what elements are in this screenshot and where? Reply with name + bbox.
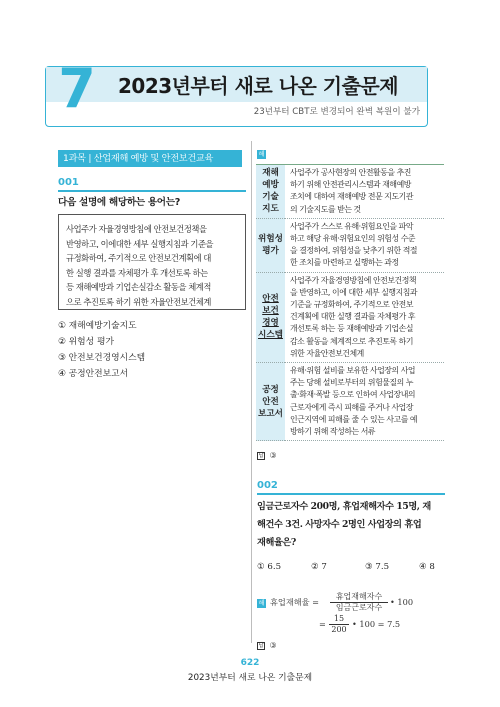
formula-lhs: 휴업재해율 = <box>270 597 320 607</box>
answer-icon: 답 <box>258 642 264 649</box>
question-divider <box>58 190 246 192</box>
answer-icon: 답 <box>258 452 264 459</box>
fraction-denominator: 임금근로자수 <box>335 603 383 612</box>
option-4: ④ 공정안전보고서 <box>58 369 129 379</box>
answer-value: ③ <box>269 641 277 650</box>
formula-equals: = <box>319 619 326 629</box>
passage-line: 사업주가 자율경영방침에 안전보건정책을 <box>66 224 207 234</box>
passage-line: 으로 추진토록 하기 위한 자율안전보건체계 <box>66 296 211 307</box>
description-cell: 사업주가 공사현장의 안전활동을 추진 하기 위해 안전관리시스템과 재해예방 조치에 대하여 재해예방 전문 지도기관 의 기술지도를 받는 것 <box>285 165 444 219</box>
description-cell: 유해·위험 설비를 보유한 사업장의 사업 주는 당해 설비로부터의 위험물질의 누 출·화재·폭발 등으로 인하여 사업장내의 근로자에게 즉시 피해를 주거나 사업장 인근지역에 피해를 줄 수 있는 사고를 예 방하기 위해 작성하는 서류 <box>285 363 444 441</box>
fraction-numerator: 휴업재해자수 <box>330 592 388 603</box>
term-cell-highlighted: 안전 보건 경영 시스템 <box>256 272 285 362</box>
table-row <box>256 165 444 219</box>
fraction-denominator: 200 <box>331 625 347 634</box>
option-1: ① 재해예방기술지도 <box>58 321 137 331</box>
option-2: ② 7 <box>311 562 327 572</box>
passage-line: 등 재해예방과 기업손실감소 활동을 체계적 <box>66 282 211 292</box>
option-2: ② 위험성 평가 <box>58 337 114 347</box>
question-001-text: 다음 설명에 해당하는 용어는? <box>58 197 180 208</box>
answer-001 <box>257 450 277 461</box>
question-number-002: 002 <box>257 480 278 491</box>
option-4: ④ 8 <box>419 562 435 572</box>
table-row <box>256 363 444 441</box>
table-row <box>256 272 444 362</box>
chapter-number: 7 <box>58 57 96 120</box>
chapter-subtitle: 23년부터 CBT로 변경되어 완벽 복원이 불가 <box>253 107 420 117</box>
question-002-line: 재해율은? <box>257 537 296 548</box>
option-3: ③ 안전보건경영시스템 <box>58 353 146 363</box>
passage-line: 반영하고, 이에대한 세부 실행지침과 기준을 <box>66 238 214 249</box>
term-cell: 재해 예방 기술 지도 <box>256 165 285 219</box>
question-002-line: 임금근로자수 200명, 휴업재해자수 15명, 재 <box>257 501 431 512</box>
option-3: ③ 7.5 <box>365 562 390 572</box>
option-1: ① 6.5 <box>257 562 282 572</box>
passage-line: 규정화하여, 주기적으로 안전보건계획에 대 <box>66 253 211 263</box>
formula-fraction <box>329 614 349 635</box>
description-cell: 사업주가 스스로 유해·위험요인을 파악 하고 해당 유해·위험요인의 위험성 수준 을 결정하여, 위험성을 낮추기 위한 적절 한 조치를 마련하고 실행하는 과정 <box>285 218 444 272</box>
chapter-title: 2023년부터 새로 나온 기출문제 <box>118 74 399 98</box>
definition-table <box>256 164 444 441</box>
question-number-001: 001 <box>58 177 79 188</box>
term-cell: 공정 안전 보고서 <box>256 363 285 441</box>
answer-value: ③ <box>269 451 277 460</box>
formula-fraction <box>330 592 388 613</box>
page-number: 622 <box>240 658 260 668</box>
question-001-passage <box>58 214 246 310</box>
explanation-icon: 해 <box>258 151 265 158</box>
table-row <box>256 218 444 272</box>
explanation-icon: 해 <box>258 600 265 607</box>
subject-label: 1과목 | 산업재해 예방 및 안전보건교육 <box>58 150 242 167</box>
column-divider <box>251 141 252 643</box>
footer-book-title: 2023년부터 새로 나온 기출문제 <box>187 673 313 683</box>
question-divider <box>257 493 445 495</box>
question-002-line: 해건수 3건. 사망자수 2명인 사업장의 휴업 <box>257 519 422 530</box>
term-cell: 위험성 평가 <box>256 218 285 272</box>
description-cell: 사업주가 자율경영방침에 안전보건정책 을 반영하고, 이에 대한 세부 실행지침과 기준을 규정화하여, 주기적으로 안전보 건계획에 대한 실행 결과를 자체평가 후 개선토록 하는 등 재해예방과 기업손실 감소 활동을 체계적으로 추진토록 하기 위한 자율안전보건체계 <box>285 272 444 362</box>
formula-result: • 100 = 7.5 <box>352 619 401 629</box>
answer-002 <box>257 640 277 651</box>
passage-line: 한 실행 결과를 자체평가 후 개선토록 하는 <box>66 267 208 278</box>
formula-multiplier: • 100 <box>390 597 414 607</box>
fraction-numerator: 15 <box>329 614 349 625</box>
